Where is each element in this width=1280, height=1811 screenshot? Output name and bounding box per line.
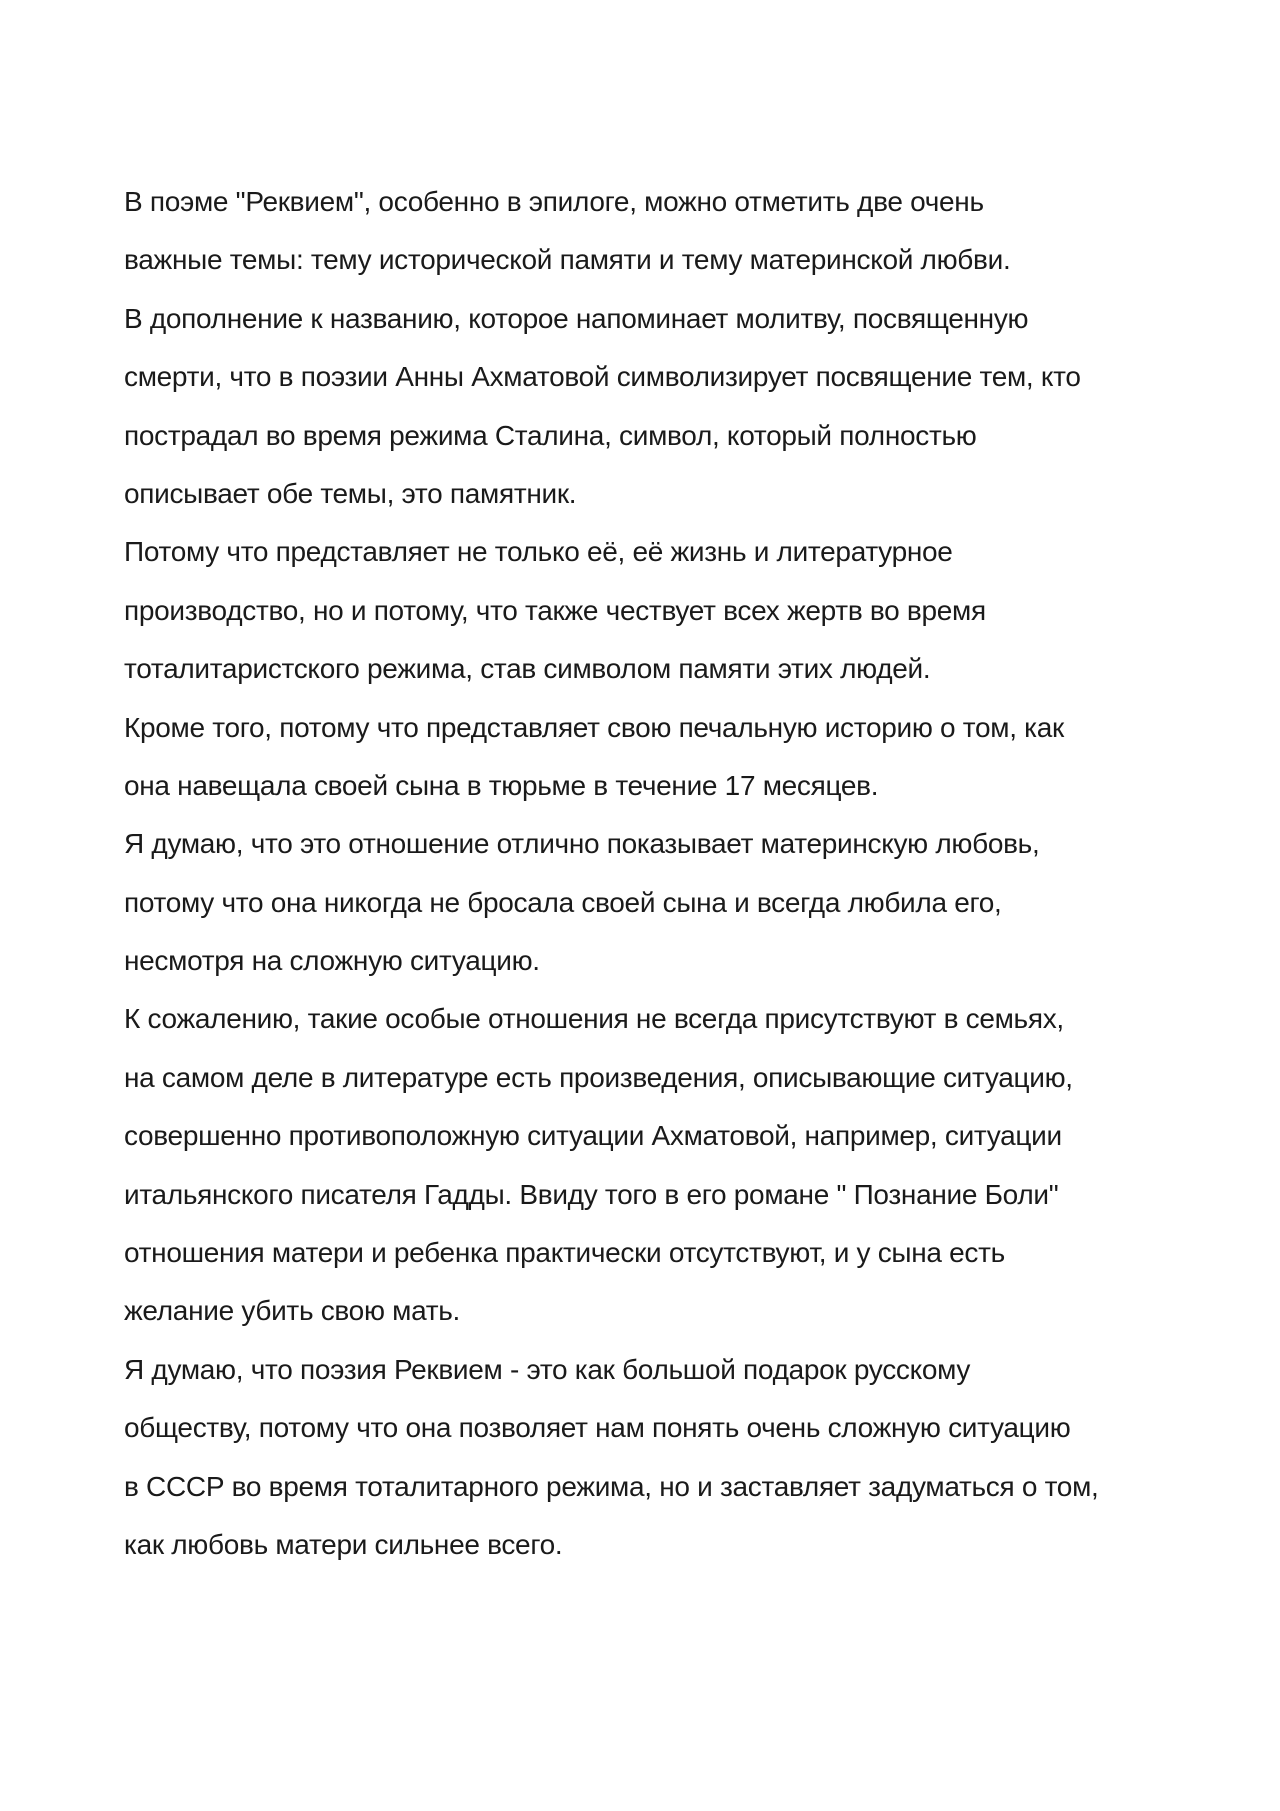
text-line: она навещала своей сына в тюрьме в течение 17 месяцев. — [124, 769, 879, 801]
text-line: отношения матери и ребенка практически отсутствуют, и у сына есть — [124, 1237, 1005, 1269]
text-line: Потому что представляет не только её, её жизнь и литературное — [124, 536, 953, 568]
text-line: Кроме того, потому что представляет свою печальную историю о том, как — [124, 711, 1064, 743]
text-line: смерти, что в поэзии Анны Ахматовой символизирует посвящение тем, кто — [124, 361, 1081, 393]
text-line: обществу, потому что она позволяет нам понять очень сложную ситуацию — [124, 1412, 1071, 1444]
text-line: как любовь матери сильнее всего. — [124, 1528, 563, 1560]
text-line: совершенно противоположную ситуации Ахматовой, например, ситуации — [124, 1120, 1062, 1152]
text-line: В дополнение к названию, которое напоминает молитву, посвященную — [124, 302, 1029, 334]
text-line: несмотря на сложную ситуацию. — [124, 945, 540, 977]
text-line: тоталитаристского режима, став символом памяти этих людей. — [124, 653, 931, 685]
text-line: на самом деле в литературе есть произведения, описывающие ситуацию, — [124, 1061, 1073, 1093]
text-line: желание убить свою мать. — [124, 1295, 461, 1327]
text-line: производство, но и потому, что также чествует всех жертв во время — [124, 594, 986, 626]
text-line: В поэме "Реквием", особенно в эпилоге, можно отметить две очень — [124, 186, 984, 217]
text-line: потому что она никогда не бросала своей сына и всегда любила его, — [124, 886, 1002, 918]
text-line: итальянского писателя Гадды. Ввиду того в его романе " Познание Боли" — [124, 1178, 1059, 1210]
text-line: пострадал во время режима Сталина, символ, который полностью — [124, 419, 977, 451]
text-line: в СССР во время тоталитарного режима, но и заставляет задуматься о том, — [124, 1470, 1099, 1502]
text-line: Я думаю, что это отношение отлично показывает материнскую любовь, — [124, 828, 1040, 860]
text-line: К сожалению, такие особые отношения не всегда присутствуют в семьях, — [124, 1003, 1064, 1035]
text-line: Я думаю, что поэзия Реквием - это как большой подарок русскому — [124, 1353, 971, 1385]
text-line: важные темы: тему исторической памяти и тему материнской любви. — [124, 244, 1011, 276]
essay-text — [124, 177, 1184, 1578]
text-line: описывает обе темы, это памятник. — [124, 477, 577, 509]
